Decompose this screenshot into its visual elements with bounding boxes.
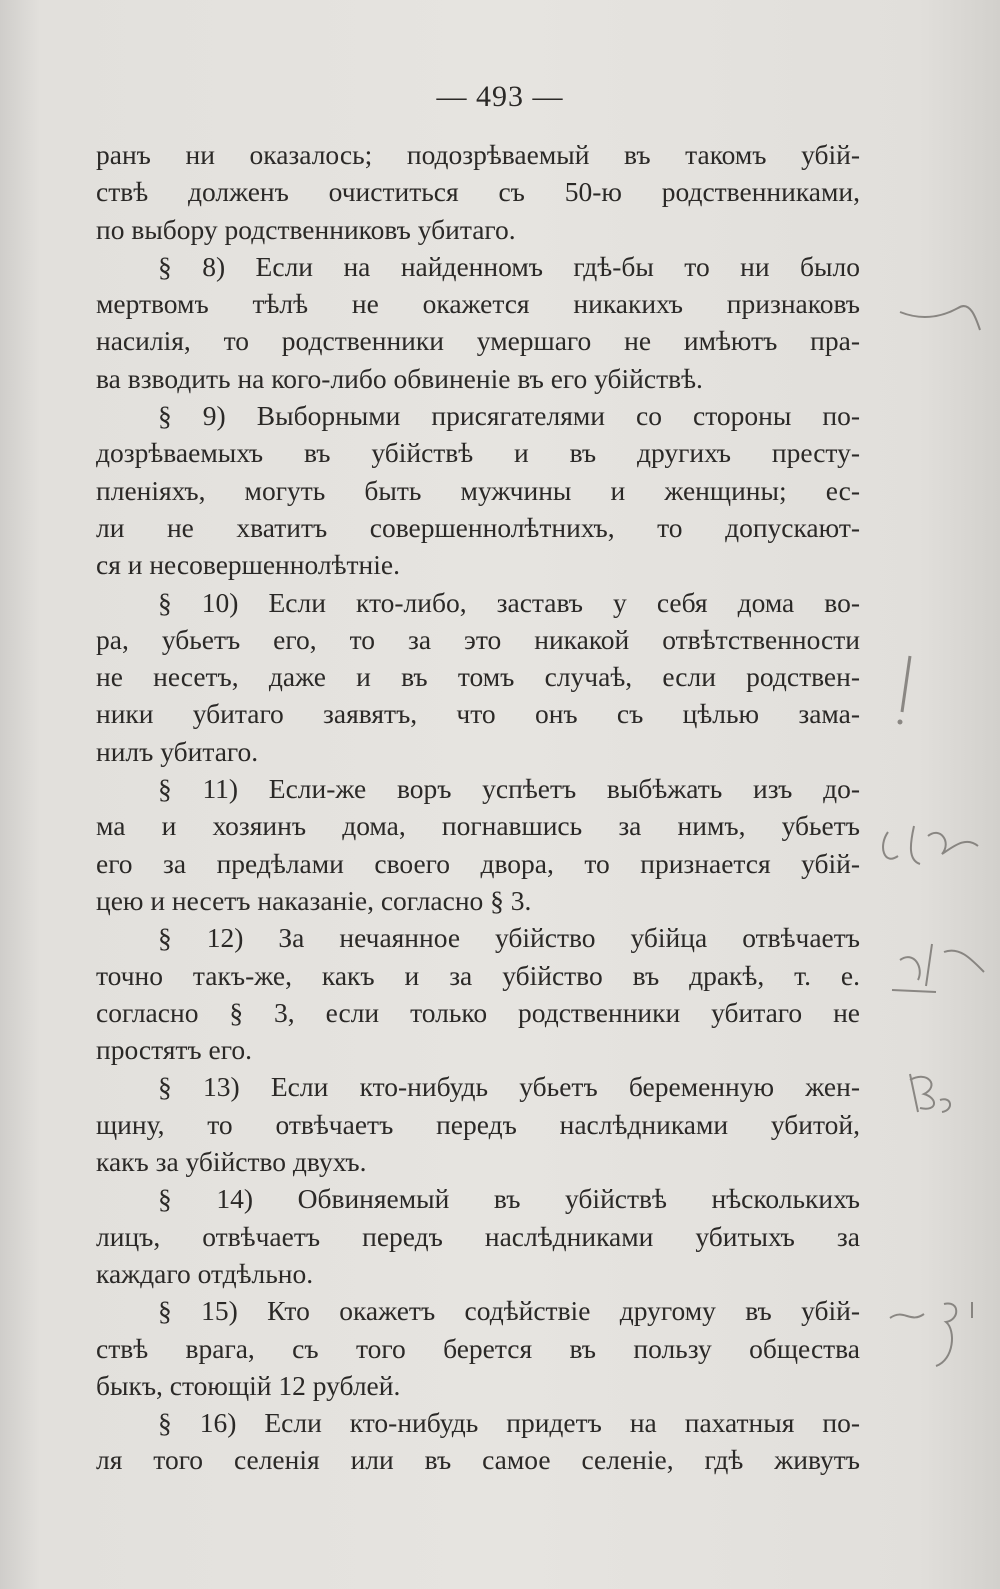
text-line: ранъ ни оказалось; подозрѣваемый въ такомъ убій- [96,139,860,170]
text-line: § 9) Выборными присягателями со стороны по- [158,400,860,432]
text-line: мертвомъ тѣлѣ не окажется никакихъ признаковъ [96,288,860,320]
text-line: быкъ, стоющій 12 рублей. [96,1369,401,1401]
text-line: какъ за убійство двухъ. [96,1146,367,1178]
text-line: его за предѣлами своего двора, то признается убій- [96,847,860,879]
text-line: ся и несовершеннолѣтніе. [96,549,400,581]
text-line: § 8) Если на найденномъ гдѣ-бы то ни было [158,250,860,282]
text-line: насилія, то родственники умершаго не имѣютъ пра- [96,325,860,357]
text-line: § 14) Обвиняемый въ убійствѣ нѣсколькихъ [158,1183,860,1215]
text-line: ля того селенія или въ самое селеніе, гдѣ живутъ [96,1444,860,1476]
text-line: ствѣ долженъ очиститься съ 50-ю родственниками, [96,176,860,208]
text-line: § 16) Если кто-нибудь придетъ на пахатныя по- [158,1407,860,1439]
text-line: ники убитаго заявятъ, что онъ съ цѣлью зама- [96,698,860,730]
text-line: ма и хозяинъ дома, погнавшись за нимъ, убьетъ [96,810,860,842]
text-line: дозрѣваемыхъ въ убійствѣ и въ другихъ престу- [96,437,860,469]
text-line: точно такъ-же, какъ и за убійство въ дракѣ, т. е. [96,959,860,991]
margin-pencil-marks [880,0,1000,1589]
text-line: согласно § 3, если только родственники убитаго не [96,996,860,1028]
text-line: не несетъ, даже и въ томъ случаѣ, если родствен- [96,661,860,693]
text-line: лицъ, отвѣчаетъ передъ наслѣдниками убитыхъ за [96,1220,860,1252]
text-line: каждаго отдѣльно. [96,1257,314,1289]
text-line: пленіяхъ, могуть быть мужчины и женщины; ес- [96,474,860,506]
text-line: щину, то отвѣчаетъ передъ наслѣдниками убитой, [96,1108,860,1140]
text-line: простятъ его. [96,1034,252,1066]
text-line: цею и несетъ наказаніе, согласно § 3. [96,884,532,916]
text-line: по выбору родственниковъ убитаго. [96,213,516,245]
text-line: § 11) Если-же воръ успѣетъ выбѣжать изъ до- [158,773,860,805]
text-line: § 12) За нечаянное убійство убійца отвѣчаетъ [158,922,860,954]
body-text [96,136,860,1479]
page-number: — 493 — [436,80,564,113]
text-line: ра, убьетъ его, то за это никакой отвѣтственности [96,623,860,655]
text-line: § 15) Кто окажетъ содѣйствіе другому въ убій- [158,1295,860,1327]
text-line: нилъ убитаго. [96,735,259,767]
text-line: § 10) Если кто-либо, заставъ у себя дома во- [158,586,860,618]
text-line: ли не хватитъ совершеннолѣтнихъ, то допускают- [96,511,860,543]
text-line: ствѣ врага, съ того берется въ пользу общества [96,1332,860,1364]
text-line: ва взводить на кого-либо обвиненіе въ его убійствѣ. [96,362,703,394]
text-line: § 13) Если кто-нибудь убьетъ беременную жен- [158,1071,860,1103]
